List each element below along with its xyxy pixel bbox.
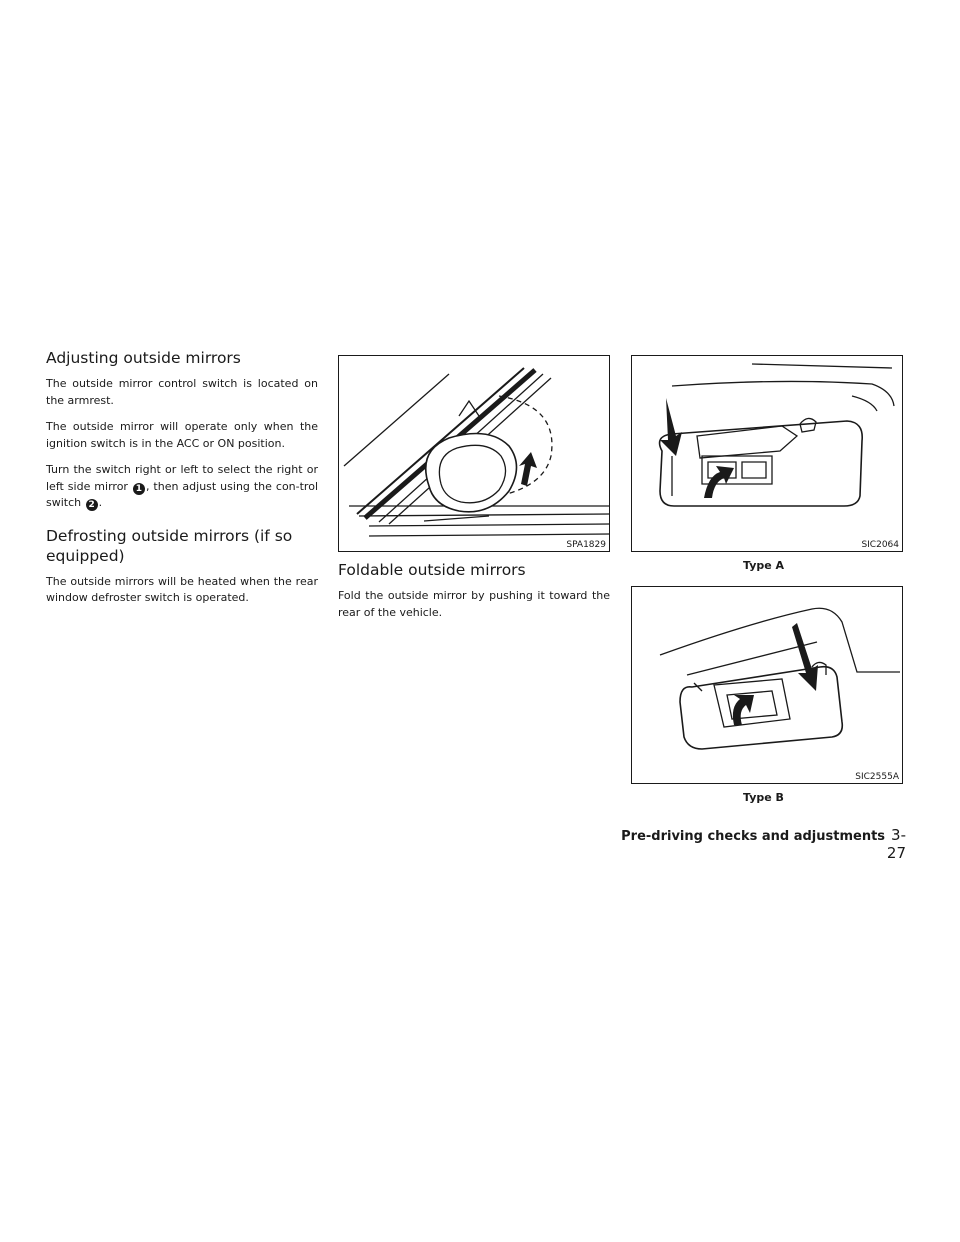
figure-outside-mirror [338,355,610,552]
figure-code: SIC2064 [861,540,899,550]
outside-mirror-illustration [339,356,610,552]
figure-code: SIC2555A [855,772,899,782]
figure-sun-visor-type-a [631,355,903,552]
column-middle [338,355,610,631]
marker-2-icon: 2 [86,499,98,511]
heading-defrosting-mirrors: Defrosting outside mirrors (if so equipped) [46,526,293,565]
caption-type-b: Type B [743,791,784,804]
column-right [631,355,903,804]
sun-visor-type-a-illustration [632,356,903,552]
caption-type-a: Type A [743,559,785,572]
paragraph-select-mirror: Turn the switch right or left to select the right or left side mirror 1 , then adjust using the con-trol switch 2 . [46,463,319,510]
page-number: 3-27 [886,826,906,862]
page-footer [616,826,906,862]
marker-1-icon: 1 [133,483,145,495]
footer-section-title: Pre-driving checks and adjustments [621,829,886,844]
heading-foldable-mirrors: Foldable outside mirrors [338,561,526,579]
paragraph-ignition: The outside mirror will operate only when the ignition switch is in the ACC or ON position. [46,420,318,450]
paragraph-fold-mirror: Fold the outside mirror by pushing it toward the rear of the vehicle. [338,589,610,619]
paragraph-switch-location: The outside mirror control switch is located on the armrest. [46,377,318,407]
column-left [46,348,318,617]
figure-sun-visor-type-b [631,586,903,784]
sun-visor-type-b-illustration [632,587,903,784]
paragraph-defroster: The outside mirrors will be heated when the rear window defroster switch is operated. [46,574,318,604]
heading-adjusting-mirrors: Adjusting outside mirrors [46,349,241,367]
figure-code: SPA1829 [566,540,606,550]
